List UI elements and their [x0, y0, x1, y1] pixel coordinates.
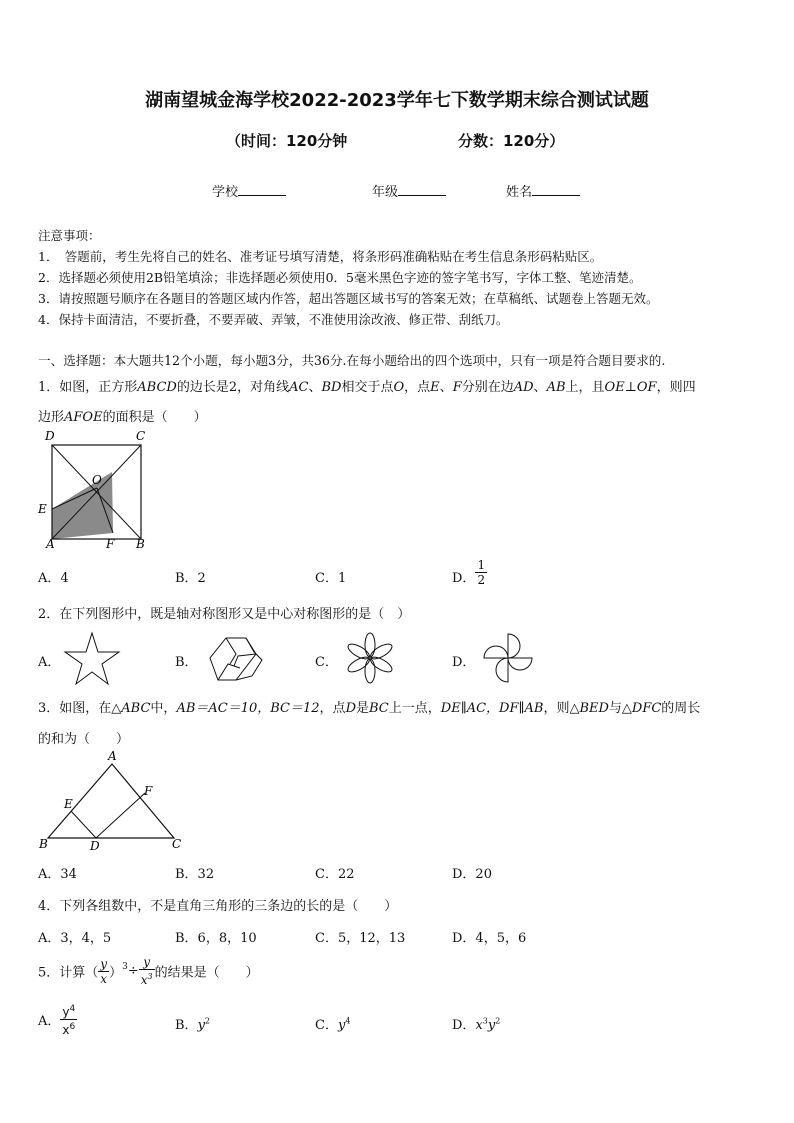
label-o: O	[92, 473, 102, 487]
q1-option-b[interactable]: B．2	[175, 571, 206, 586]
q5-option-b[interactable]: B．$y^2$	[175, 1016, 211, 1033]
q2-option-d-label[interactable]: D．	[452, 655, 476, 670]
label-c: C	[136, 429, 146, 443]
q3-option-a[interactable]: A．34	[38, 867, 77, 882]
q1-line2: 边形AFOE的面积是（ ）	[38, 410, 207, 425]
flower-icon[interactable]	[344, 632, 396, 684]
name-label: 姓名	[506, 185, 533, 200]
q5-option-a[interactable]: A． $\frac{y^4}{x^6}$	[38, 1004, 76, 1037]
grade-label: 年级	[372, 185, 399, 200]
label-c: C	[172, 837, 182, 851]
q5-stem: 5．计算（ $\frac{y}{x}$ ）$^3$÷ $\frac{y}{x^3}$ 的结果是（ ）	[38, 955, 259, 987]
q4-option-d[interactable]: D．4，5，6	[452, 931, 527, 946]
note-item: 2．选择题必须使用2B铅笔填涂；非选择题必须使用0．5毫米黑色字迹的签字笔书写，字体工整、笔迹清楚。	[38, 270, 642, 285]
name-field	[506, 181, 580, 200]
label-a: A	[46, 537, 55, 550]
segment-de	[71, 811, 96, 838]
q2-option-b-label[interactable]: B．	[175, 655, 198, 670]
q4-option-b[interactable]: B．6，8，10	[175, 931, 257, 946]
q3-triangle-figure	[34, 750, 194, 854]
triangle-arrows-icon[interactable]	[208, 634, 264, 682]
q3-option-b[interactable]: B．32	[175, 867, 215, 882]
q5-option-c[interactable]: C．$y^4$	[315, 1016, 351, 1033]
note-item: 3．请按照题号顺序在各题目的答题区域内作答，超出答题区域书写的答案无效；在草稿纸、试题卷上答题无效。	[38, 291, 659, 306]
label-a: A	[108, 750, 117, 763]
fraction-denominator: 2	[477, 573, 486, 587]
q5-option-d[interactable]: D．$x^3y^2$	[452, 1016, 501, 1033]
q3-line1: 3．如图，在△ABC中，AB＝AC＝10，BC＝12，点D是BC上一点，DE∥AC，DF∥AB，则△BED与△DFC的周长	[38, 701, 701, 716]
q2-option-c-label[interactable]: C．	[315, 655, 338, 670]
label-e: E	[38, 502, 47, 516]
school-field	[212, 181, 286, 200]
name-blank[interactable]	[532, 183, 580, 196]
label-b: B	[39, 837, 48, 851]
page-title: 湖南望城金海学校2022-2023学年七下数学期末综合测试试题	[145, 90, 649, 111]
exam-score: 分数：120分）	[458, 132, 565, 150]
q3-option-d[interactable]: D．20	[452, 867, 492, 882]
q4-option-c[interactable]: C．5，12，13	[315, 931, 406, 946]
grade-field	[372, 181, 446, 200]
q1-option-a[interactable]: A．4	[38, 571, 69, 586]
exam-time: （时间：120分钟	[226, 132, 348, 150]
q1-option-c[interactable]: C．1	[315, 571, 347, 586]
pinwheel-icon[interactable]	[480, 630, 536, 686]
star-icon[interactable]	[62, 630, 122, 690]
q1-option-d[interactable]: D． $\frac{1}{2}$	[452, 558, 486, 587]
section-heading: 一、选择题：本大题共12个小题，每小题3分，共36分.在每小题给出的四个选项中，只有一项是符合题目要求的.	[38, 353, 666, 368]
q3-option-c[interactable]: C．22	[315, 867, 355, 882]
note-item: 1． 答题前，考生先将自己的姓名、准考证号填写清楚，将条形码准确粘贴在考生信息条形码粘贴区。	[38, 249, 603, 264]
fraction-numerator: 1	[477, 558, 486, 572]
q2-stem: 2．在下列图形中，既是轴对称图形又是中心对称图形的是（ ）	[38, 607, 411, 622]
label-d: D	[90, 839, 100, 853]
label-d: D	[45, 429, 55, 443]
segment-df	[96, 793, 145, 838]
note-item: 4．保持卡面清洁，不要折叠，不要弄破、弄皱，不准使用涂改液、修正带、刮纸刀。	[38, 312, 509, 327]
q2-option-a-label[interactable]: A．	[38, 655, 61, 670]
label-f: F	[144, 784, 153, 798]
q1-square-figure	[34, 426, 160, 550]
label-b: B	[136, 537, 145, 550]
school-label: 学校	[212, 185, 239, 200]
q1-line1: 1．如图，正方形ABCD的边长是2，对角线AC、BD相交于点O，点E、F分别在边AD、AB上，且OE⊥OF，则四	[38, 380, 696, 395]
q3-line2: 的和为（ ）	[38, 732, 130, 747]
label-f: F	[106, 537, 115, 550]
grade-blank[interactable]	[398, 183, 446, 196]
q4-stem: 4．下列各组数中，不是直角三角形的三条边的长的是（ ）	[38, 899, 398, 914]
notes-heading: 注意事项：	[38, 228, 101, 243]
school-blank[interactable]	[238, 183, 286, 196]
q4-option-a[interactable]: A．3，4，5	[38, 931, 112, 946]
label-e: E	[64, 797, 73, 811]
